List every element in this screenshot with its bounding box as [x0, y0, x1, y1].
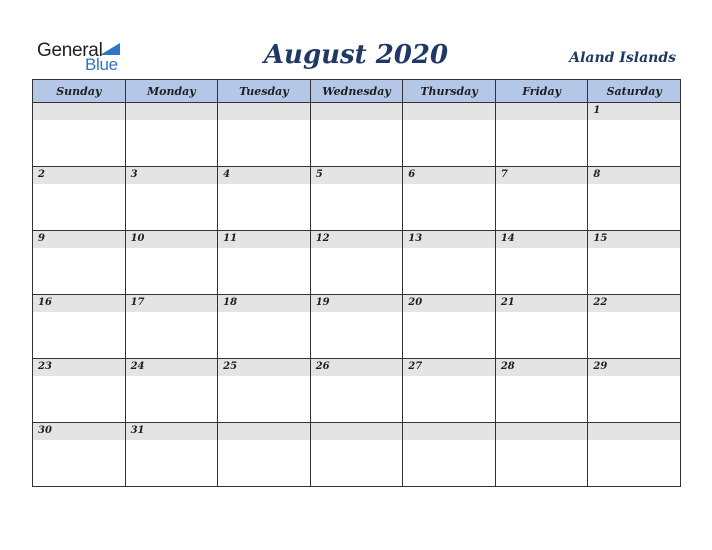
weekday-header-row — [33, 80, 681, 103]
day-cell[interactable] — [125, 423, 218, 487]
day-number: 15 — [593, 233, 608, 244]
day-number: 3 — [130, 169, 138, 180]
calendar-title: August 2020 — [263, 40, 449, 70]
weekday-thursday: Thursday — [403, 80, 496, 103]
day-cell[interactable] — [588, 103, 681, 167]
day-number-bar — [588, 103, 680, 120]
day-number: 1 — [593, 105, 601, 116]
week-row — [33, 295, 681, 359]
day-number: 26 — [315, 361, 330, 372]
day-cell[interactable] — [33, 167, 126, 231]
day-cell[interactable] — [495, 295, 588, 359]
day-number: 25 — [223, 361, 238, 372]
day-cell[interactable] — [310, 359, 403, 423]
day-number-bar — [218, 231, 310, 248]
day-number: 16 — [38, 297, 52, 308]
day-number-bar — [311, 423, 403, 440]
day-number: 20 — [408, 297, 423, 308]
day-number-bar — [403, 167, 495, 184]
day-cell[interactable] — [403, 423, 496, 487]
day-cell[interactable] — [218, 295, 311, 359]
weekday-monday: Monday — [125, 80, 218, 103]
weekday-sunday: Sunday — [33, 80, 126, 103]
day-number: 17 — [130, 297, 145, 308]
day-number: 21 — [500, 297, 515, 308]
day-number: 13 — [408, 233, 423, 244]
day-cell[interactable] — [310, 103, 403, 167]
day-number-bar — [126, 167, 218, 184]
day-number-bar — [496, 423, 588, 440]
day-cell[interactable] — [588, 359, 681, 423]
weekday-friday: Friday — [495, 80, 588, 103]
week-row — [33, 231, 681, 295]
day-cell[interactable] — [403, 103, 496, 167]
day-number-bar — [218, 103, 310, 120]
day-cell[interactable] — [33, 295, 126, 359]
day-number: 31 — [130, 425, 145, 436]
day-number: 12 — [315, 233, 330, 244]
day-number-bar — [496, 103, 588, 120]
day-cell[interactable] — [588, 167, 681, 231]
day-cell[interactable] — [125, 103, 218, 167]
day-number: 27 — [408, 361, 423, 372]
day-number-bar — [33, 359, 125, 376]
day-number: 24 — [130, 361, 145, 372]
day-number: 11 — [223, 233, 238, 244]
logo-text-general: General — [37, 40, 103, 61]
day-number-bar — [218, 167, 310, 184]
day-cell[interactable] — [218, 103, 311, 167]
day-number-bar — [126, 423, 218, 440]
day-number-bar — [126, 103, 218, 120]
day-number: 5 — [315, 169, 323, 180]
day-cell[interactable] — [33, 103, 126, 167]
day-number-bar — [311, 103, 403, 120]
day-number: 7 — [500, 169, 508, 180]
week-row — [33, 359, 681, 423]
weekday-saturday: Saturday — [588, 80, 681, 103]
day-cell[interactable] — [33, 359, 126, 423]
day-number-bar — [311, 231, 403, 248]
day-number-bar — [126, 359, 218, 376]
day-cell[interactable] — [218, 423, 311, 487]
day-number-bar — [33, 295, 125, 312]
day-cell[interactable] — [495, 167, 588, 231]
day-number-bar — [33, 167, 125, 184]
day-cell[interactable] — [403, 167, 496, 231]
day-number: 19 — [315, 297, 330, 308]
day-cell[interactable] — [310, 423, 403, 487]
day-number: 30 — [38, 425, 52, 436]
day-number-bar — [218, 295, 310, 312]
day-number-bar — [218, 423, 310, 440]
logo-text-blue: Blue — [85, 55, 118, 74]
day-number: 23 — [38, 361, 52, 372]
day-number-bar — [496, 231, 588, 248]
day-number: 10 — [130, 233, 145, 244]
day-number-bar — [403, 359, 495, 376]
day-number-bar — [126, 231, 218, 248]
day-cell[interactable] — [495, 423, 588, 487]
day-cell[interactable] — [403, 295, 496, 359]
day-number-bar — [311, 167, 403, 184]
day-number: 22 — [593, 297, 608, 308]
day-cell[interactable] — [125, 295, 218, 359]
day-cell[interactable] — [218, 359, 311, 423]
day-number-bar — [33, 231, 125, 248]
day-cell[interactable] — [125, 231, 218, 295]
day-number-bar — [403, 103, 495, 120]
day-cell[interactable] — [495, 103, 588, 167]
day-number-bar — [403, 423, 495, 440]
day-cell[interactable] — [310, 295, 403, 359]
day-number: 6 — [408, 169, 416, 180]
calendar-body — [33, 103, 681, 487]
day-number-bar — [311, 359, 403, 376]
day-cell[interactable] — [588, 231, 681, 295]
day-cell[interactable] — [310, 231, 403, 295]
day-cell[interactable] — [403, 359, 496, 423]
day-cell[interactable] — [588, 295, 681, 359]
day-number-bar — [33, 423, 125, 440]
day-number-bar — [218, 359, 310, 376]
day-number: 14 — [500, 233, 515, 244]
day-number: 9 — [38, 233, 45, 244]
calendar-grid — [32, 79, 681, 487]
day-cell[interactable] — [218, 167, 311, 231]
week-row — [33, 423, 681, 487]
day-cell[interactable] — [495, 231, 588, 295]
day-number-bar — [588, 231, 680, 248]
day-number-bar — [496, 167, 588, 184]
day-cell[interactable] — [218, 231, 311, 295]
day-number-bar — [588, 295, 680, 312]
day-number-bar — [126, 295, 218, 312]
week-row — [33, 167, 681, 231]
day-number-bar — [588, 359, 680, 376]
day-number: 2 — [38, 169, 45, 180]
day-number-bar — [588, 423, 680, 440]
weekday-tuesday: Tuesday — [218, 80, 311, 103]
day-number: 29 — [593, 361, 608, 372]
day-cell[interactable] — [310, 167, 403, 231]
day-number-bar — [33, 103, 125, 120]
day-cell[interactable] — [33, 231, 126, 295]
week-row — [33, 103, 681, 167]
day-number: 28 — [500, 361, 515, 372]
day-number-bar — [496, 295, 588, 312]
day-cell[interactable] — [495, 359, 588, 423]
day-number-bar — [588, 167, 680, 184]
day-cell[interactable] — [588, 423, 681, 487]
day-cell[interactable] — [403, 231, 496, 295]
day-number: 4 — [223, 169, 231, 180]
weekday-wednesday: Wednesday — [310, 80, 403, 103]
day-cell[interactable] — [33, 423, 126, 487]
day-cell[interactable] — [125, 167, 218, 231]
day-number-bar — [311, 295, 403, 312]
day-cell[interactable] — [125, 359, 218, 423]
day-number-bar — [496, 359, 588, 376]
day-number-bar — [403, 231, 495, 248]
region-name: Aland Islands — [569, 50, 676, 66]
day-number: 18 — [223, 297, 238, 308]
day-number: 8 — [593, 169, 601, 180]
day-number-bar — [403, 295, 495, 312]
